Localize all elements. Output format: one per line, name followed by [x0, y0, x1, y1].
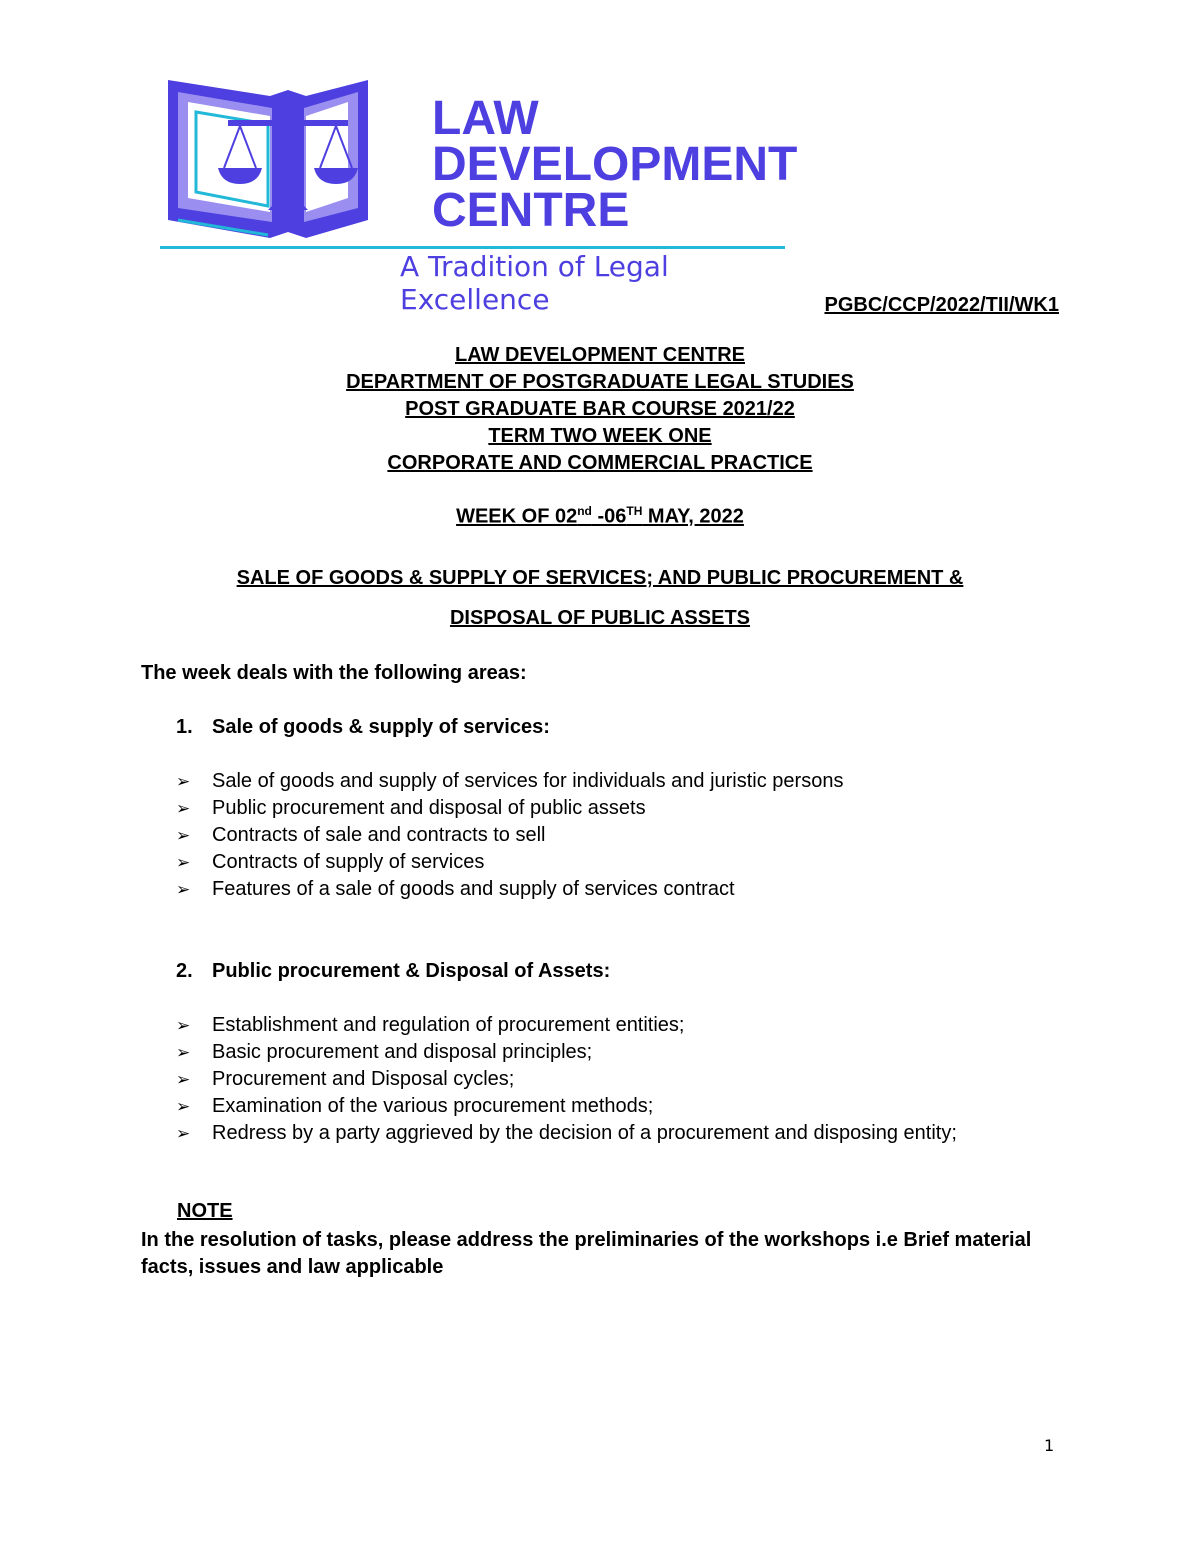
list-item [176, 1120, 1056, 1147]
heading-line-2: DEPARTMENT OF POSTGRADUATE LEGAL STUDIES [346, 371, 854, 393]
week-suffix: MAY, 2022 [642, 505, 744, 528]
section-2-heading: Public procurement & Disposal of Assets: [212, 960, 611, 982]
list-item-text: Examination of the various procurement methods; [212, 1095, 654, 1117]
heading-line-1: LAW DEVELOPMENT CENTRE [454, 344, 745, 366]
list-item [176, 795, 1056, 822]
list-item [176, 1039, 1056, 1066]
heading-line-4: TERM TWO WEEK ONE [488, 425, 712, 447]
arrow-bullet-icon: ➢ [176, 1043, 191, 1062]
page-number: 1 [1044, 1436, 1055, 1455]
topic-line-2: DISPOSAL OF PUBLIC ASSETS [449, 607, 751, 629]
arrow-bullet-icon: ➢ [176, 880, 191, 899]
week-dates [0, 504, 1200, 529]
list-item [176, 768, 1056, 795]
arrow-bullet-icon: ➢ [176, 826, 191, 845]
list-item [176, 876, 1056, 903]
section-1-title [176, 716, 550, 739]
list-item-text: Redress by a party aggrieved by the decision of a procurement and disposing entity; [212, 1122, 957, 1144]
intro-text: The week deals with the following areas: [141, 662, 527, 684]
logo-divider [160, 246, 785, 249]
list-item [176, 849, 1056, 876]
week-sup-2: TH [626, 504, 643, 518]
list-item-text: Contracts of sale and contracts to sell [212, 824, 546, 846]
document-reference: PGBC/CCP/2022/TII/WK1 [824, 294, 1059, 316]
section-1-list [176, 768, 1056, 903]
week-sup-1: nd [577, 504, 592, 518]
list-item-text: Basic procurement and disposal principles; [212, 1041, 593, 1063]
list-item-text: Features of a sale of goods and supply of services contract [212, 878, 735, 900]
logo-tagline: A Tradition of Legal Excellence [400, 250, 669, 316]
list-item-text: Public procurement and disposal of public assets [212, 797, 646, 819]
list-item [176, 822, 1056, 849]
list-item [176, 1093, 1056, 1120]
note-label: NOTE [177, 1200, 233, 1222]
section-1-number: 1. [176, 716, 193, 738]
list-item-text: Contracts of supply of services [212, 851, 485, 873]
arrow-bullet-icon: ➢ [176, 1016, 191, 1035]
logo-line-3: CENTRE [432, 184, 630, 237]
topic-line-1: SALE OF GOODS & SUPPLY OF SERVICES; AND PUBLIC PROCUREMENT & [236, 567, 964, 589]
logo-line-1: LAW [432, 92, 539, 145]
arrow-bullet-icon: ➢ [176, 799, 191, 818]
note-text: In the resolution of tasks, please address the preliminaries of the workshops i.e Brief material facts, issues and law applicable [141, 1229, 1032, 1278]
arrow-bullet-icon: ➢ [176, 1097, 191, 1116]
section-1-heading: Sale of goods & supply of services: [212, 716, 550, 738]
list-item-text: Establishment and regulation of procurement entities; [212, 1014, 685, 1036]
section-2-number: 2. [176, 960, 193, 982]
list-item [176, 1066, 1056, 1093]
heading-line-5: CORPORATE AND COMMERCIAL PRACTICE [387, 452, 813, 474]
logo [150, 70, 798, 316]
week-middle: -06 [591, 505, 627, 528]
arrow-bullet-icon: ➢ [176, 772, 191, 791]
list-item [176, 1012, 1056, 1039]
list-item-text: Sale of goods and supply of services for individuals and juristic persons [212, 770, 844, 792]
topic-title [0, 558, 1200, 638]
section-2-title [176, 960, 610, 983]
heading-line-3: POST GRADUATE BAR COURSE 2021/22 [405, 398, 795, 420]
heading-block [0, 342, 1200, 477]
list-item-text: Procurement and Disposal cycles; [212, 1068, 515, 1090]
arrow-bullet-icon: ➢ [176, 853, 191, 872]
logo-line-2: DEVELOPMENT [432, 138, 798, 191]
week-prefix: WEEK OF 02 [456, 505, 578, 528]
arrow-bullet-icon: ➢ [176, 1070, 191, 1089]
arrow-bullet-icon: ➢ [176, 1124, 191, 1143]
scales-book-icon [150, 70, 430, 250]
section-2-list [176, 1012, 1056, 1147]
